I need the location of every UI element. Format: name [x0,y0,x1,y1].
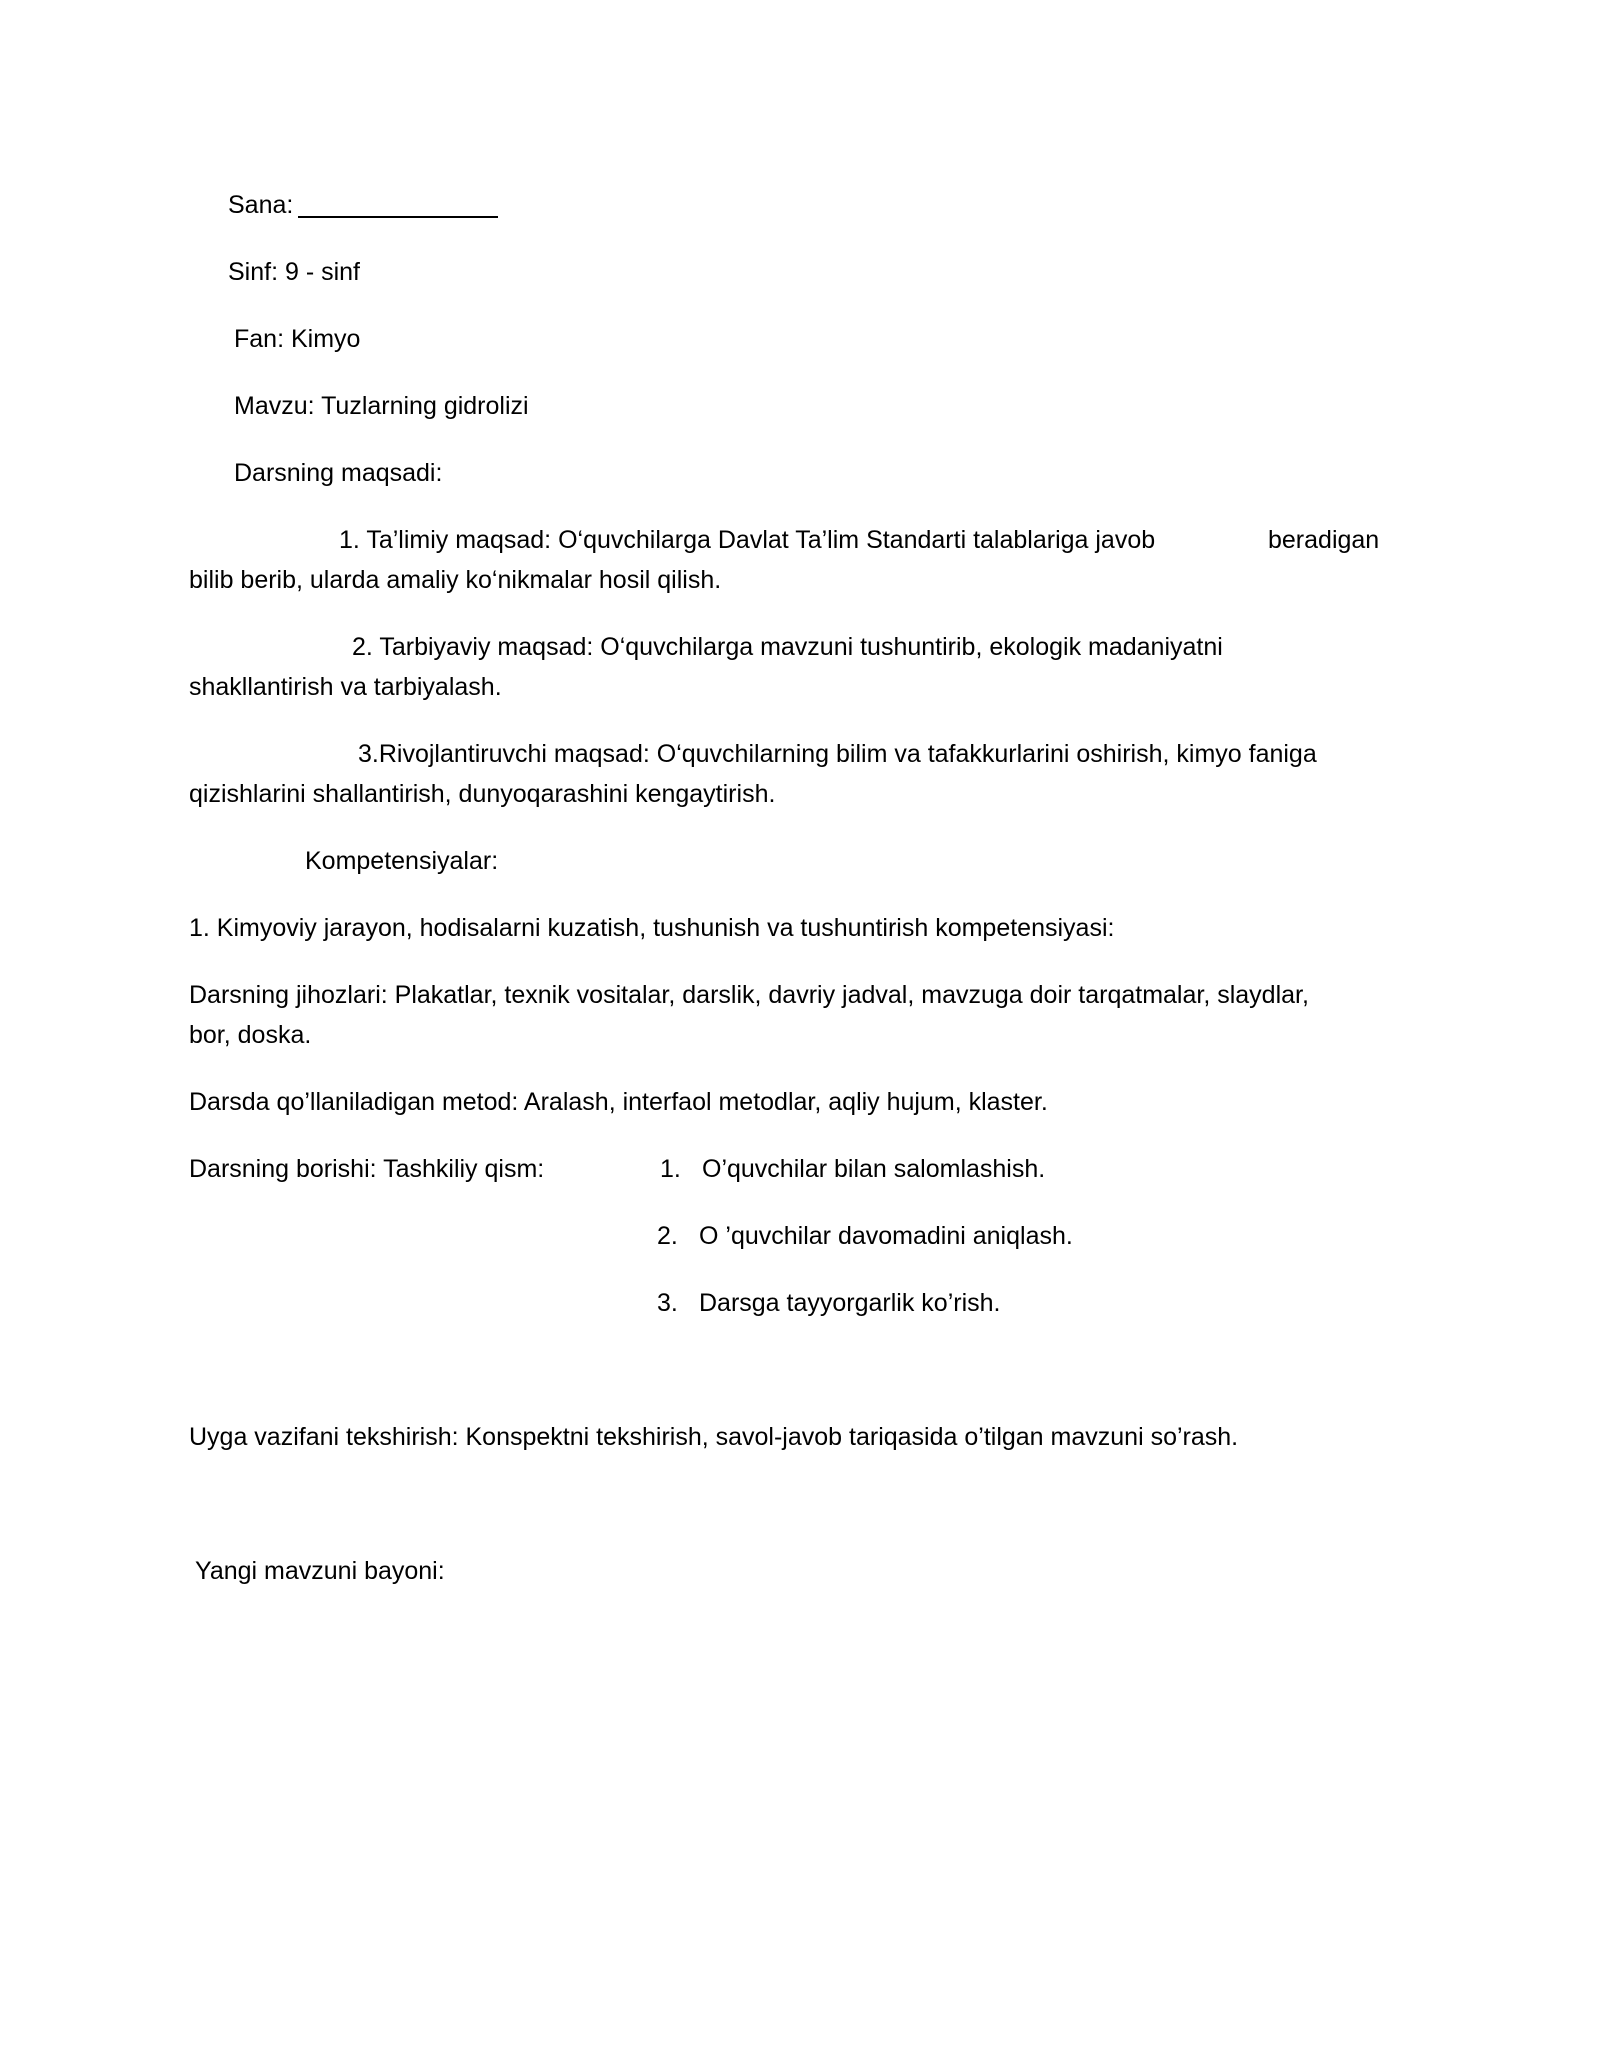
step-1-number: 1. [660,1155,681,1183]
topic-line: Mavzu: Tuzlarning gidrolizi [234,392,529,420]
goal-1-line-2: bilib berib, ularda amaliy ko‘nikmalar hosil qilish. [189,566,722,594]
class-line: Sinf: 9 - sinf [228,258,360,286]
process-label: Darsning borishi: Tashkiliy qism: [189,1155,545,1183]
step-3-text: Darsga tayyorgarlik ko’rish. [699,1289,1001,1317]
step-3-number: 3. [657,1289,678,1317]
goal-1-line-1-end: beradigan [1268,526,1380,554]
goal-3-line-2: qizishlarini shallantirish, dunyoqarashini kengaytirish. [189,780,776,808]
step-2-text: O ’quvchilar davomadini aniqlash. [699,1222,1073,1250]
date-blank-line [298,216,498,218]
goal-1-line-1: 1. Ta’limiy maqsad: O‘quvchilarga Davlat Ta’lim Standarti talablariga javob [339,526,1156,554]
competency-item-1: 1. Kimyoviy jarayon, hodisalarni kuzatish, tushunish va tushuntirish kompetensiyasi: [189,914,1115,942]
equipment-line-1: Darsning jihozlari: Plakatlar, texnik vositalar, darslik, davriy jadval, mavzuga doir tarqatmalar, slaydlar, [189,981,1309,1009]
subject-line: Fan: Kimyo [234,325,361,353]
new-topic-heading: Yangi mavzuni bayoni: [195,1557,445,1585]
goal-2-line-2: shakllantirish va tarbiyalash. [189,673,502,701]
goal-2-line-1: 2. Tarbiyaviy maqsad: O‘quvchilarga mavzuni tushuntirib, ekologik madaniyatni [352,633,1223,661]
method-line: Darsda qo’llaniladigan metod: Aralash, interfaol metodlar, aqliy hujum, klaster. [189,1088,1048,1116]
date-label: Sana: [228,191,294,219]
goals-heading: Darsning maqsadi: [234,459,443,487]
equipment-line-2: bor, doska. [189,1021,312,1049]
step-1-text: O’quvchilar bilan salomlashish. [702,1155,1046,1183]
homework-line: Uyga vazifani tekshirish: Konspektni tekshirish, savol-javob tariqasida o’tilgan mavzuni so’rash. [189,1423,1239,1451]
competencies-heading: Kompetensiyalar: [305,847,499,875]
goal-3-line-1: 3.Rivojlantiruvchi maqsad: O‘quvchilarning bilim va tafakkurlarini oshirish, kimyo faniga [358,740,1317,768]
step-2-number: 2. [657,1222,678,1250]
